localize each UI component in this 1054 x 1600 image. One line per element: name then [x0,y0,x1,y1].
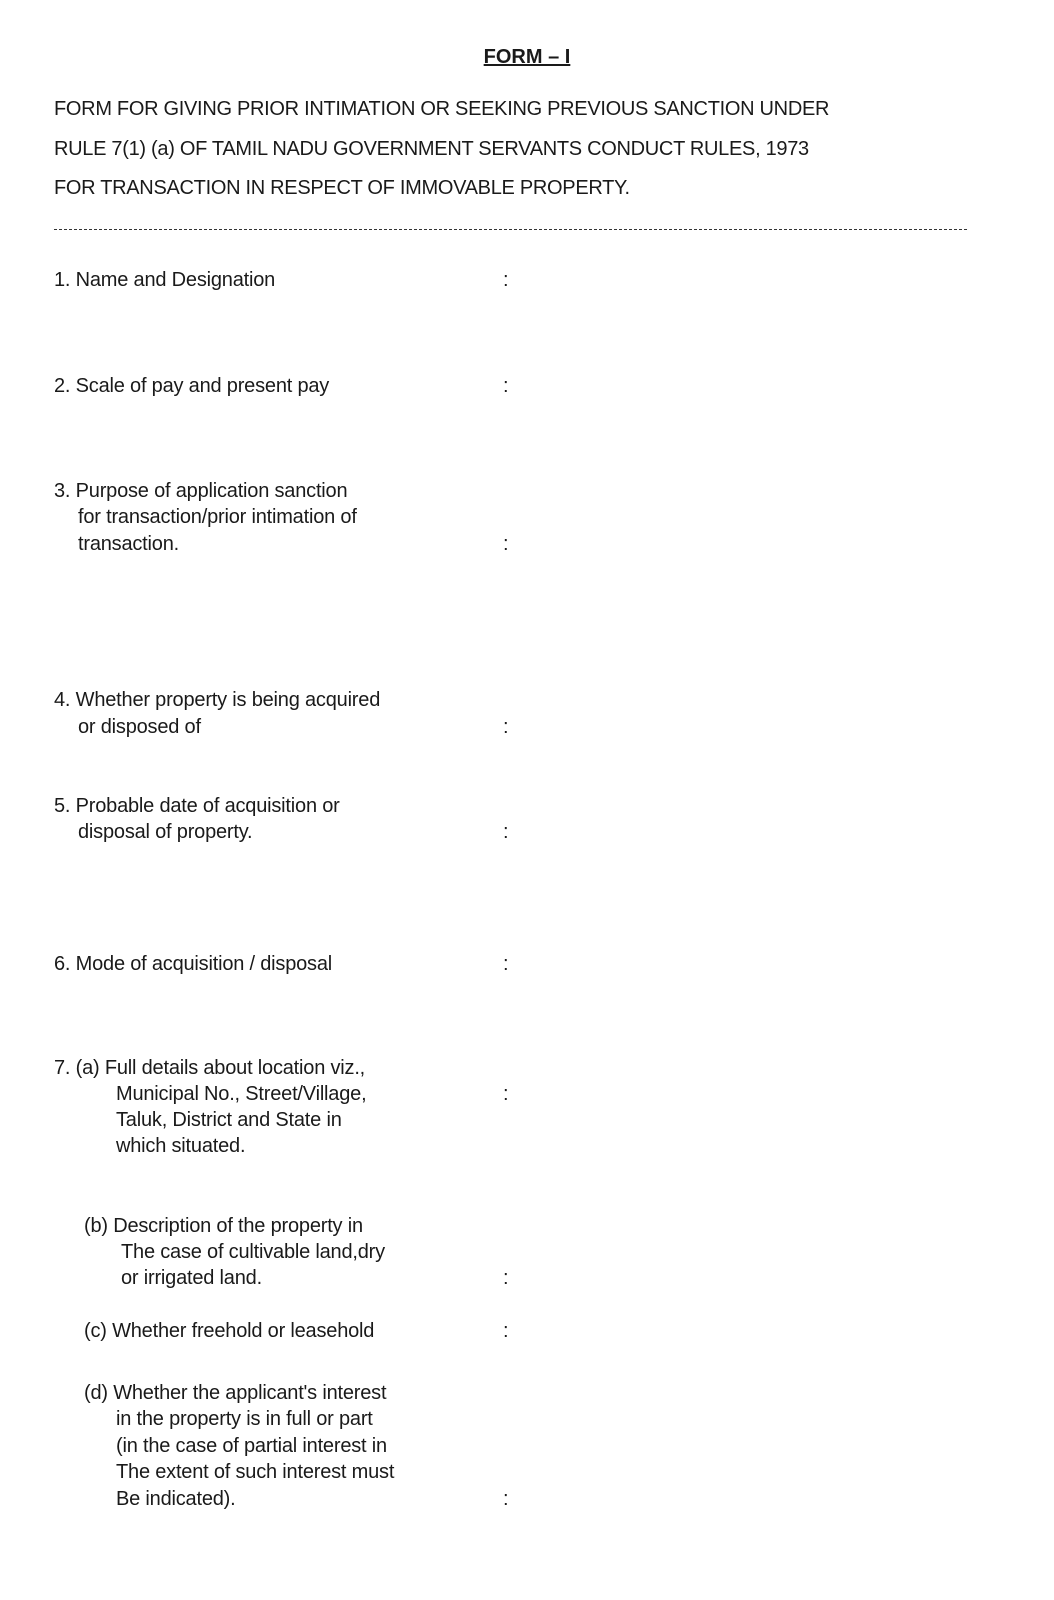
heading-line: RULE 7(1) (a) OF TAMIL NADU GOVERNMENT SERVANTS CONDUCT RULES, 1973 [54,138,809,160]
item-label: Municipal No., Street/Village, [116,1083,367,1105]
dashed-divider [54,229,967,230]
item-label: 4. Whether property is being acquired [54,689,381,711]
heading-line: FOR TRANSACTION IN RESPECT OF IMMOVABLE PROPERTY. [54,177,630,199]
item-label: 3. Purpose of application sanction [54,480,348,502]
item-label: 2. Scale of pay and present pay [54,375,330,397]
item-label: The extent of such interest must [116,1461,395,1483]
item-label: which situated. [116,1135,246,1157]
colon: : [503,533,509,555]
item-label: disposal of property. [78,821,253,843]
colon: : [503,953,509,975]
item-label: (in the case of partial interest in [116,1435,387,1457]
item-label: Be indicated). [116,1488,236,1510]
item-label: or irrigated land. [121,1267,262,1289]
item-label: or disposed of [78,716,201,738]
item-label: The case of cultivable land,dry [121,1241,385,1263]
form-title: FORM – I [483,46,571,68]
item-label: (b) Description of the property in [84,1215,363,1237]
item-label: in the property is in full or part [116,1408,373,1430]
heading-line: FORM FOR GIVING PRIOR INTIMATION OR SEEKING PREVIOUS SANCTION UNDER [54,98,830,120]
item-label: 1. Name and Designation [54,269,276,291]
item-label: transaction. [78,533,179,555]
item-label: (c) Whether freehold or leasehold [84,1320,375,1342]
item-label: 5. Probable date of acquisition or [54,795,340,817]
colon: : [503,375,509,397]
colon: : [503,821,509,843]
item-label: for transaction/prior intimation of [78,506,357,528]
item-label: 7. (a) Full details about location viz., [54,1057,366,1079]
item-label: (d) Whether the applicant's interest [84,1382,387,1404]
item-label: 6. Mode of acquisition / disposal [54,953,333,975]
colon: : [503,1083,509,1105]
colon: : [503,1320,509,1342]
item-label: Taluk, District and State in [116,1109,342,1131]
colon: : [503,269,509,291]
colon: : [503,1267,509,1289]
colon: : [503,1488,509,1510]
colon: : [503,716,509,738]
